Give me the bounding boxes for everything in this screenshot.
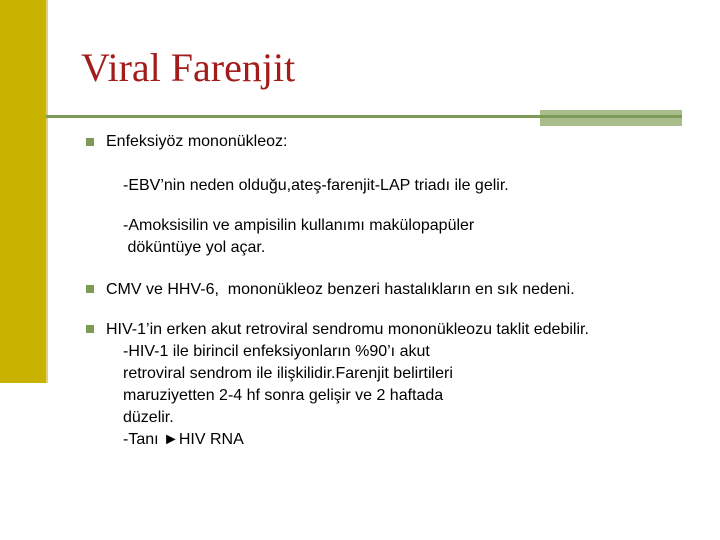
title-rule-block <box>540 110 682 126</box>
bullet-1-text: Enfeksiyöz mononükleoz: <box>106 133 288 150</box>
bullet-marker-3 <box>86 325 94 333</box>
bullet-3-sub-line-3: maruziyetten 2-4 hf sonra gelişir ve 2 haftada <box>123 387 444 404</box>
bullet-3-text: HIV-1’in erken akut retroviral sendromu mononükleozu taklit edebilir. <box>106 321 589 338</box>
left-accent-bar-edge <box>46 0 48 383</box>
bullet-1-sub-line-2: -Amoksisilin ve ampisilin kullanımı makülopapüler <box>123 217 475 234</box>
bullet-2-text: CMV ve HHV-6, mononükleoz benzeri hastalıkların en sık nedeni. <box>106 281 575 298</box>
bullet-1-sub-line-1: -EBV’nin neden olduğu,ateş-farenjit-LAP triadı ile gelir. <box>123 177 509 194</box>
bullet-3-sub-line-5: -Tanı ►HIV RNA <box>123 431 244 448</box>
bullet-marker-1 <box>86 138 94 146</box>
slide-title: Viral Farenjit <box>81 45 296 90</box>
left-accent-bar <box>0 0 46 383</box>
bullet-1-sub-line-3: döküntüye yol açar. <box>123 239 266 256</box>
bullet-3-sub-line-1: -HIV-1 ile birincil enfeksiyonların %90’ı akut <box>123 343 430 360</box>
bullet-3-sub-line-2: retroviral sendrom ile ilişkilidir.Farenjit belirtileri <box>123 365 453 382</box>
bullet-marker-2 <box>86 285 94 293</box>
bullet-3-sub-line-4: düzelir. <box>123 409 174 426</box>
title-rule <box>46 115 682 118</box>
